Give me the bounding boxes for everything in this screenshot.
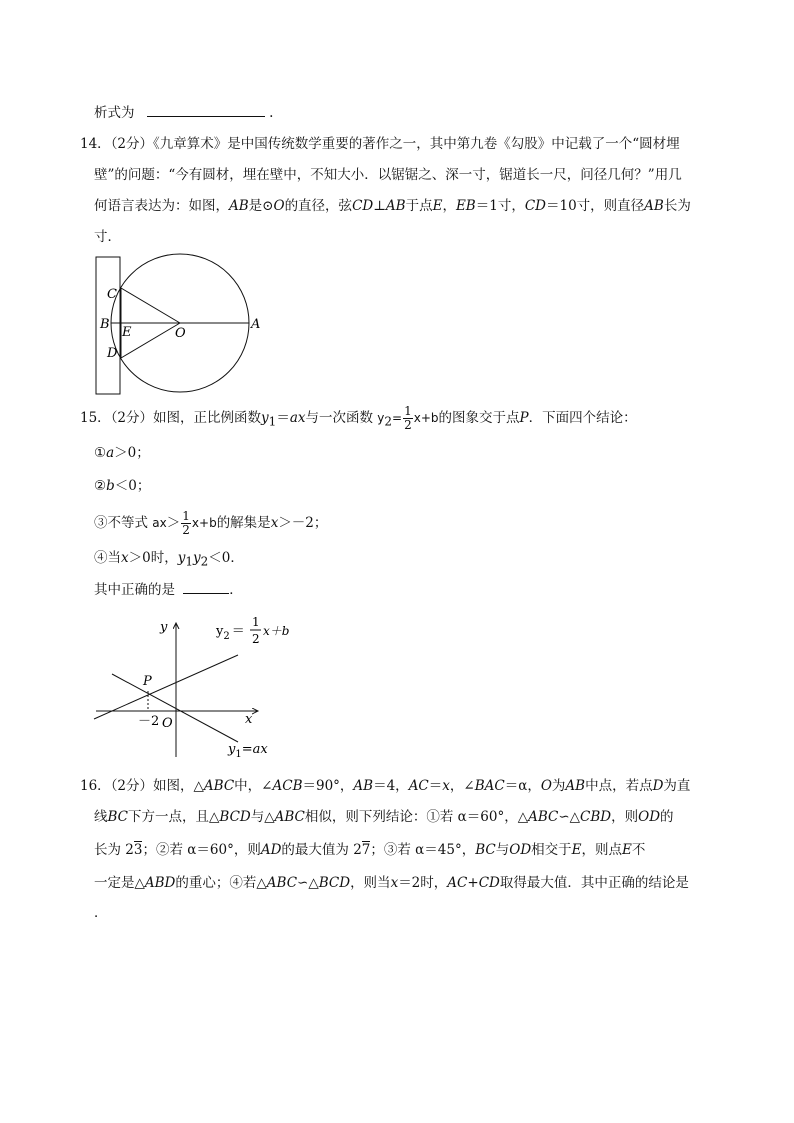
q15-line1 xyxy=(80,405,637,432)
q16-l1-ab: AB xyxy=(353,778,374,794)
q16-l4-abd: ABD xyxy=(144,875,176,891)
q16-l1e: ＝ xyxy=(428,778,443,794)
q16-l3e: 与 xyxy=(495,842,510,858)
q15-c4-b: ＞0时， xyxy=(128,550,178,566)
q15-c1-mark: ① xyxy=(94,445,107,461)
segment-oc xyxy=(121,288,180,323)
label-o: O xyxy=(162,716,173,731)
q14-circle-figure xyxy=(90,250,270,400)
q16-l2e: ∽△ xyxy=(558,809,581,825)
q15-c3-a: 不等式 xyxy=(107,515,148,531)
q16-l2-abc2: ABC xyxy=(528,809,559,825)
q16-l4-x: x xyxy=(390,875,399,891)
q16-l4-abc: ABC xyxy=(266,875,298,891)
q16-l2d: 相似，则下列结论：①若 α＝60°，△ xyxy=(304,809,529,825)
q15-c3-n: 1 xyxy=(182,509,190,523)
line-y2 xyxy=(94,655,238,719)
q16-line2 xyxy=(94,807,674,827)
q15-ax: ax xyxy=(289,410,306,426)
q16-l3b: ；②若 α＝60°，则 xyxy=(142,842,261,858)
q15-intro-d: 的图象交于点 xyxy=(438,410,520,426)
q16-l1a: 如图，△ xyxy=(153,778,204,794)
q14-t3f: CD xyxy=(352,198,374,214)
q15-c2-mark: ② xyxy=(94,478,107,494)
q16-l1d: ＝4， xyxy=(373,778,409,794)
q16-score: （2分） xyxy=(110,778,154,794)
eq2-rest: x＋b xyxy=(263,624,290,638)
q16-l1-ab2: AB xyxy=(565,778,586,794)
q15-c4-x: x xyxy=(121,550,129,566)
q15-eq: = xyxy=(392,411,403,425)
q16-l1-ac: AC xyxy=(408,778,429,794)
q14-t3i: 于点 xyxy=(405,198,433,214)
eq1-rest: =ax xyxy=(241,742,268,757)
q15-intro-e: ．下面四个结论： xyxy=(528,410,637,426)
q16-l1f: ，∠ xyxy=(449,778,475,794)
q16-l4-ac: AC xyxy=(447,875,468,891)
q15-number: 15． xyxy=(80,410,111,426)
q16-l3-e2: E xyxy=(622,842,632,858)
q16-l3-ad: AD xyxy=(260,842,282,858)
q14-t3k: ， xyxy=(442,198,456,214)
q14-t3m: ＝1寸， xyxy=(475,198,525,214)
label-d: D xyxy=(107,346,118,361)
q16-line3 xyxy=(94,840,645,860)
q15-y1: y xyxy=(261,410,269,426)
q16-l4f: + xyxy=(467,875,479,891)
q15-frac xyxy=(403,405,413,432)
q15-y2-sub: 2 xyxy=(384,414,393,429)
q16-l1-acb: ACB xyxy=(272,778,303,794)
q16-l3d: ；③若 α＝45°， xyxy=(370,842,476,858)
q15-xb: x+b xyxy=(413,411,439,425)
q15-c1-b: ＞0； xyxy=(114,445,150,461)
q13-answer-blank[interactable] xyxy=(147,102,265,117)
eq2-sub: 2 xyxy=(223,631,230,642)
q16-l4d: ，则当 xyxy=(350,875,391,891)
q16-l4e: ＝2时， xyxy=(398,875,448,891)
q15-c4-a: 当 xyxy=(107,550,121,566)
q15-intro-b: ＝ xyxy=(276,410,290,426)
q16-l1c: ＝90°， xyxy=(302,778,354,794)
q15-y1-sub: 1 xyxy=(268,414,277,429)
q16-l4-cd: CD xyxy=(478,875,500,891)
q16-l2-od: OD xyxy=(638,809,661,825)
q16-l3h: 不 xyxy=(631,842,646,858)
q14-line3 xyxy=(94,196,691,216)
q14-text-4: 寸． xyxy=(94,229,121,245)
q15-intro-a: 如图，正比例函数 xyxy=(153,410,262,426)
label-neg2: －2 xyxy=(138,714,160,729)
label-y: y xyxy=(160,620,168,635)
q14-t3b: AB xyxy=(229,198,249,214)
q15-c3-mark: ③ xyxy=(94,515,108,531)
eq2-frac-d: 2 xyxy=(252,632,260,646)
q16-l3-od: OD xyxy=(509,842,532,858)
q15-c2-a: b xyxy=(106,478,115,494)
label-a: A xyxy=(251,317,261,332)
q13-tail-text: 析式为 xyxy=(94,105,135,121)
q16-line5 xyxy=(94,903,108,923)
q16-l3a: 长为 2 xyxy=(94,842,134,858)
q15-c3-b: 的解集是 xyxy=(216,515,271,531)
q14-t3h: AB xyxy=(385,198,406,214)
q16-l1b: 中，∠ xyxy=(234,778,273,794)
q15-y2: y xyxy=(377,411,385,425)
label-e: E xyxy=(122,325,132,340)
eq2-frac-n: 1 xyxy=(252,615,260,629)
q15-c3-gt: ＞ xyxy=(166,515,181,531)
q16-l2-bcd: BCD xyxy=(219,809,251,825)
q15-c4-s2: 2 xyxy=(200,554,209,569)
q14-line1 xyxy=(80,134,680,154)
eq1-sub: 1 xyxy=(235,749,242,760)
q14-text-2: 壁”的问题：“今有圆材，埋在壁中，不知大小．以锯锯之、深一寸，锯道长一尺，问径几何？”用几 xyxy=(94,167,682,183)
q15-c4-s1: 1 xyxy=(185,554,193,569)
q16-l2a: 线 xyxy=(94,809,108,825)
q15-intro-c: 与一次函数 xyxy=(305,410,373,426)
q15-c3-c: ＞－2； xyxy=(278,515,328,531)
q16-sqrt3: 3 xyxy=(133,842,143,858)
q16-l2f: ，则 xyxy=(611,809,639,825)
q16-l4g: 取得最大值．其中正确的结论是 xyxy=(499,875,689,891)
q16-l2b: 下方一点，且△ xyxy=(128,809,220,825)
q16-l4-bcd: BCD xyxy=(318,875,351,891)
q16-l3f: 相交于 xyxy=(531,842,572,858)
q15-graph-figure xyxy=(90,615,290,765)
q16-l3-bc: BC xyxy=(475,842,496,858)
q16-l1-bac: BAC xyxy=(474,778,505,794)
q15-c4-y: y xyxy=(177,550,186,566)
label-c: C xyxy=(107,287,117,302)
label-p: P xyxy=(143,674,152,689)
q14-t3q: 长为 xyxy=(663,198,691,214)
q14-t3e: 的直径，弦 xyxy=(284,198,353,214)
q16-l2-cbd: CBD xyxy=(580,809,612,825)
q15-c3-xb: x+b xyxy=(191,516,217,530)
q15-c4-mark: ④ xyxy=(94,550,108,566)
q15-c3 xyxy=(94,510,327,537)
q14-t3n: CD xyxy=(524,198,546,214)
q15-c4-y2: y xyxy=(193,550,201,566)
label-o: O xyxy=(175,326,186,341)
q14-text-1: 《九章算术》是中国传统数学重要的著作之一，其中第九卷《勾股》中记载了一个“圆材埋 xyxy=(153,136,680,152)
eq2-eq: ＝ xyxy=(231,624,245,639)
q13-tail xyxy=(94,102,273,123)
q15-c3-x: x xyxy=(270,515,279,531)
q16-l1h: 为 xyxy=(551,778,566,794)
q15-score: （2分） xyxy=(110,410,154,426)
q14-line4 xyxy=(94,227,121,247)
q15-p: P xyxy=(519,410,529,426)
q14-t3d: O xyxy=(273,198,285,214)
q16-l1-d: D xyxy=(652,778,664,794)
label-y2-eq xyxy=(215,624,245,642)
q16-l1-abc: ABC xyxy=(203,778,235,794)
q15-c1-a: a xyxy=(106,445,115,461)
q14-t3p: AB xyxy=(644,198,664,214)
q15-c4 xyxy=(94,548,244,572)
q13-tail-end: . xyxy=(269,105,274,121)
q16-l1j: 为直 xyxy=(663,778,691,794)
q16-l2g: 的 xyxy=(660,809,674,825)
q14-t3j: E xyxy=(432,198,443,214)
line-y1 xyxy=(112,674,238,742)
q16-line4 xyxy=(94,873,689,893)
q15-c2-b: ＜0； xyxy=(114,478,151,494)
eq1-y: y xyxy=(228,742,236,757)
q16-l5: ． xyxy=(94,905,108,921)
q16-l4b: 的重心；④若△ xyxy=(175,875,267,891)
q14-number: 14． xyxy=(80,136,111,152)
q15-answer-blank[interactable] xyxy=(183,579,229,594)
q15-answer xyxy=(94,579,243,600)
q16-l1-x: x xyxy=(442,778,450,794)
q15-c3-d: 2 xyxy=(182,523,190,537)
q15-c4-c: ＜0． xyxy=(208,550,244,566)
label-b: B xyxy=(100,317,110,332)
q16-l1i: 中点，若点 xyxy=(585,778,653,794)
q14-t3g: ⊥ xyxy=(373,198,386,214)
q16-l1g: ＝α， xyxy=(504,778,541,794)
q15-c2 xyxy=(94,476,150,496)
q15-answer-prompt: 其中正确的是 xyxy=(94,582,175,598)
q15-c3-frac xyxy=(181,510,191,537)
q16-number: 16． xyxy=(80,778,111,794)
q16-sqrt7: 7 xyxy=(361,842,371,858)
q16-line1 xyxy=(80,776,690,796)
q16-l2-abc: ABC xyxy=(274,809,305,825)
q16-l4c: ∽△ xyxy=(297,875,319,891)
q15-c3-ax: ax xyxy=(152,516,167,530)
q16-l2c: 与△ xyxy=(250,809,275,825)
q14-score: （2分） xyxy=(110,136,154,152)
label-x: x xyxy=(245,712,253,727)
q15-frac-n: 1 xyxy=(404,404,412,418)
q16-l4a: 一定是△ xyxy=(94,875,145,891)
label-y1-eq xyxy=(227,742,268,760)
q16-l3g: ，则点 xyxy=(581,842,623,858)
q16-l2-bc: BC xyxy=(107,809,129,825)
q16-l3c: 的最大值为 2 xyxy=(281,842,362,858)
q14-t3c: 是⊙ xyxy=(248,198,274,214)
q15-answer-end: ． xyxy=(229,582,243,598)
q14-line2 xyxy=(94,165,682,185)
q14-t3o: ＝10寸，则直径 xyxy=(545,198,645,214)
q16-l3-e: E xyxy=(571,842,582,858)
q14-t3a: 何语言表达为：如图， xyxy=(94,198,229,214)
eq2-y: y xyxy=(216,624,224,639)
q15-c1 xyxy=(94,443,150,463)
q16-l1-o: O xyxy=(540,778,552,794)
q14-t3l: EB xyxy=(455,198,476,214)
q15-frac-d: 2 xyxy=(404,418,412,432)
